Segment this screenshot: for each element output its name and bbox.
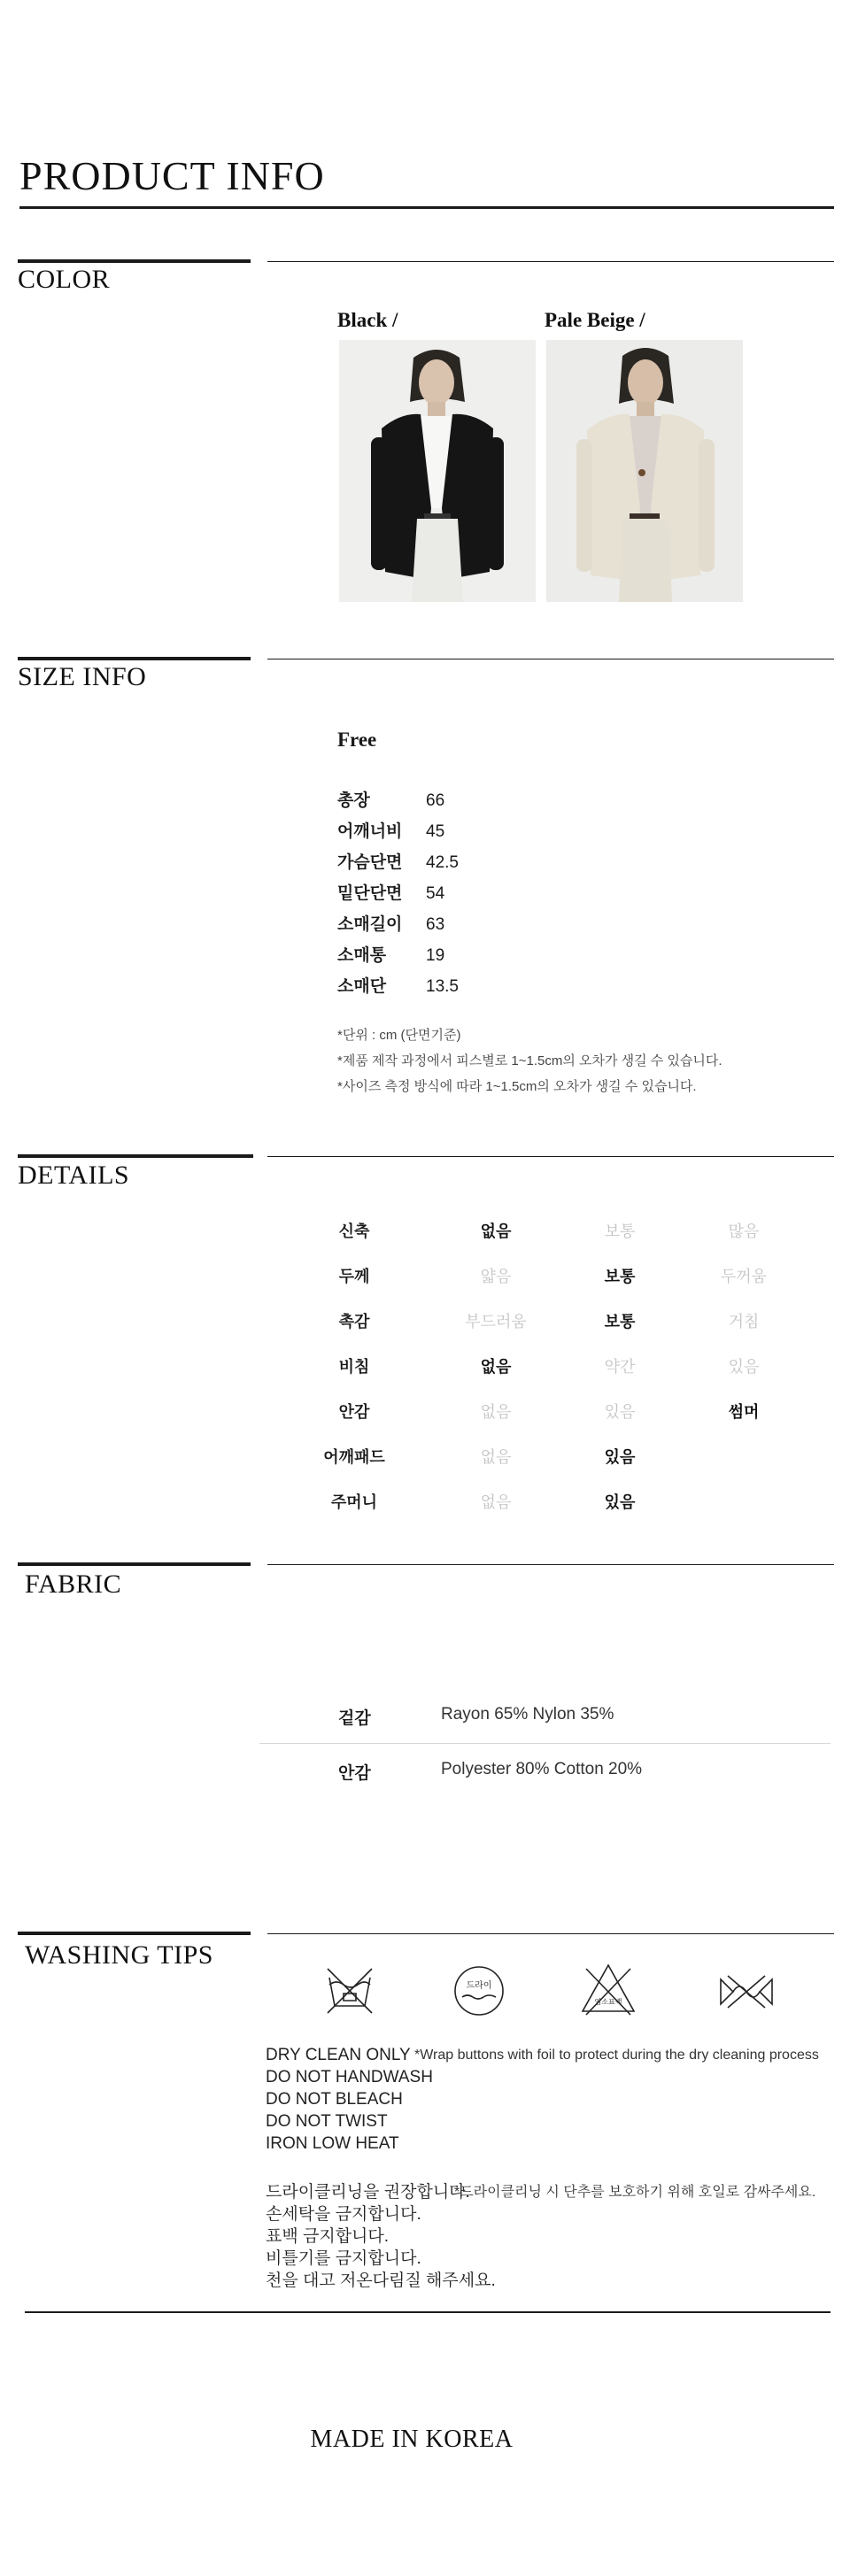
no-bleach-icon — [579, 1960, 638, 2018]
washing-en-line: IRON LOW HEAT — [266, 2134, 399, 2153]
product-photo-pale-beige — [546, 340, 743, 602]
washing-ko-note: *드라이클리닝 시 단추를 보호하기 위해 호일로 감싸주세요. — [454, 2185, 816, 2200]
dry-clean-icon — [452, 1963, 506, 2018]
size-row — [337, 942, 444, 966]
size-name: Free — [337, 729, 377, 751]
no-handwash-icon — [324, 1965, 375, 2017]
size-key: 가슴단면 — [337, 853, 403, 872]
size-row — [337, 849, 459, 873]
size-value: 54 — [426, 884, 445, 903]
product-photo-black — [339, 340, 536, 602]
size-key: 소매단 — [337, 977, 387, 996]
washing-en-line: DRY CLEAN ONLY — [266, 2046, 411, 2064]
size-row — [337, 911, 444, 935]
details-option: 없음 — [480, 1403, 512, 1421]
washing-en-note: *Wrap buttons with foil to protect during the dry cleaning process — [414, 2048, 819, 2063]
size-note: *제품 제작 과정에서 피스별로 1~1.5cm의 오차가 생길 수 있습니다. — [337, 1053, 722, 1068]
fabric-value-outer: Rayon 65% Nylon 35% — [441, 1705, 614, 1724]
details-option: 많음 — [728, 1222, 760, 1240]
washing-ko-line: 표백 금지합니다. — [266, 2227, 390, 2246]
details-option: 약간 — [604, 1358, 636, 1376]
details-option-selected: 없음 — [480, 1222, 512, 1240]
washing-ko-line: 드라이클리닝을 권장합니다. — [266, 2183, 470, 2202]
fabric-heading: FABRIC — [25, 1570, 122, 1599]
color-content-rule — [267, 261, 834, 262]
details-heading-rule — [18, 1154, 253, 1158]
size-row — [337, 787, 444, 811]
size-note: *단위 : cm (단면기준) — [337, 1028, 461, 1043]
washing-en-line: DO NOT TWIST — [266, 2112, 388, 2131]
details-option-selected: 없음 — [480, 1358, 512, 1376]
details-option-selected: 보통 — [604, 1313, 636, 1330]
details-row-label: 신축 — [338, 1222, 370, 1240]
size-key: 소매길이 — [337, 915, 403, 934]
size-row — [337, 818, 444, 842]
size-value: 63 — [426, 915, 445, 934]
size-row — [337, 973, 459, 997]
washing-ko-line: 천을 대고 저온다림질 해주세요. — [266, 2271, 496, 2290]
page-title: PRODUCT INFO — [19, 153, 325, 198]
washing-en-line: DO NOT HANDWASH — [266, 2068, 433, 2086]
color-label-pale-beige: Pale Beige / — [545, 309, 645, 331]
color-label-black: Black / — [337, 309, 398, 331]
title-divider — [19, 206, 834, 209]
details-row-label: 안감 — [338, 1403, 370, 1421]
fabric-key-lining: 안감 — [338, 1764, 371, 1783]
details-row-label: 두께 — [338, 1268, 370, 1285]
details-option: 없음 — [480, 1493, 512, 1511]
washing-heading-rule — [18, 1932, 251, 1935]
washing-en-line: DO NOT BLEACH — [266, 2090, 403, 2109]
color-heading: COLOR — [18, 265, 111, 294]
details-option-selected: 보통 — [604, 1268, 636, 1285]
details-option-selected: 있음 — [604, 1493, 636, 1511]
size-value: 45 — [426, 822, 445, 841]
details-option: 거침 — [728, 1313, 760, 1330]
washing-heading: WASHING TIPS — [25, 1940, 213, 1970]
washing-content-rule — [267, 1933, 834, 1934]
washing-ko-line: 비틀기를 금지합니다. — [266, 2249, 421, 2268]
details-row-label: 주머니 — [330, 1493, 378, 1511]
svg-text:염소표백: 염소표백 — [594, 1998, 622, 2006]
svg-text:드라이: 드라이 — [466, 1981, 492, 1991]
details-option: 없음 — [480, 1448, 512, 1466]
size-heading: SIZE INFO — [18, 662, 147, 691]
details-row-label: 촉감 — [338, 1313, 370, 1330]
details-row-label: 비침 — [338, 1358, 370, 1376]
details-option: 부드러움 — [465, 1313, 527, 1330]
details-option: 보통 — [604, 1222, 636, 1240]
details-option: 얇음 — [480, 1268, 512, 1285]
size-key: 밑단단면 — [337, 884, 403, 903]
size-key: 총장 — [337, 791, 370, 810]
fabric-key-outer: 겉감 — [338, 1709, 371, 1728]
size-note: *사이즈 측정 방식에 따라 1~1.5cm의 오차가 생길 수 있습니다. — [337, 1079, 697, 1094]
size-value: 19 — [426, 946, 445, 965]
washing-ko-line: 손세탁을 금지합니다. — [266, 2205, 421, 2224]
size-heading-rule — [18, 657, 251, 660]
size-value: 13.5 — [426, 977, 459, 996]
details-row-label: 어깨패드 — [323, 1448, 385, 1466]
details-option: 두꺼움 — [720, 1268, 768, 1285]
fabric-content-rule — [267, 1564, 834, 1565]
size-key: 소매통 — [337, 946, 387, 965]
washing-bottom-rule — [25, 2311, 831, 2313]
details-option: 있음 — [728, 1358, 760, 1376]
size-key: 어깨너비 — [337, 822, 403, 841]
fabric-heading-rule — [18, 1562, 251, 1566]
fabric-value-lining: Polyester 80% Cotton 20% — [441, 1760, 643, 1778]
details-option: 있음 — [604, 1403, 636, 1421]
details-option-selected: 썸머 — [728, 1403, 760, 1421]
size-row — [337, 880, 444, 904]
size-value: 66 — [426, 791, 445, 810]
details-content-rule — [267, 1156, 834, 1157]
color-heading-rule — [18, 259, 251, 263]
fabric-row-divider — [259, 1743, 831, 1744]
size-value: 42.5 — [426, 853, 459, 872]
details-heading: DETAILS — [18, 1161, 130, 1190]
made-in-label: MADE IN KOREA — [310, 2426, 514, 2453]
details-option-selected: 있음 — [604, 1448, 636, 1466]
no-twist-icon — [715, 1972, 777, 2011]
